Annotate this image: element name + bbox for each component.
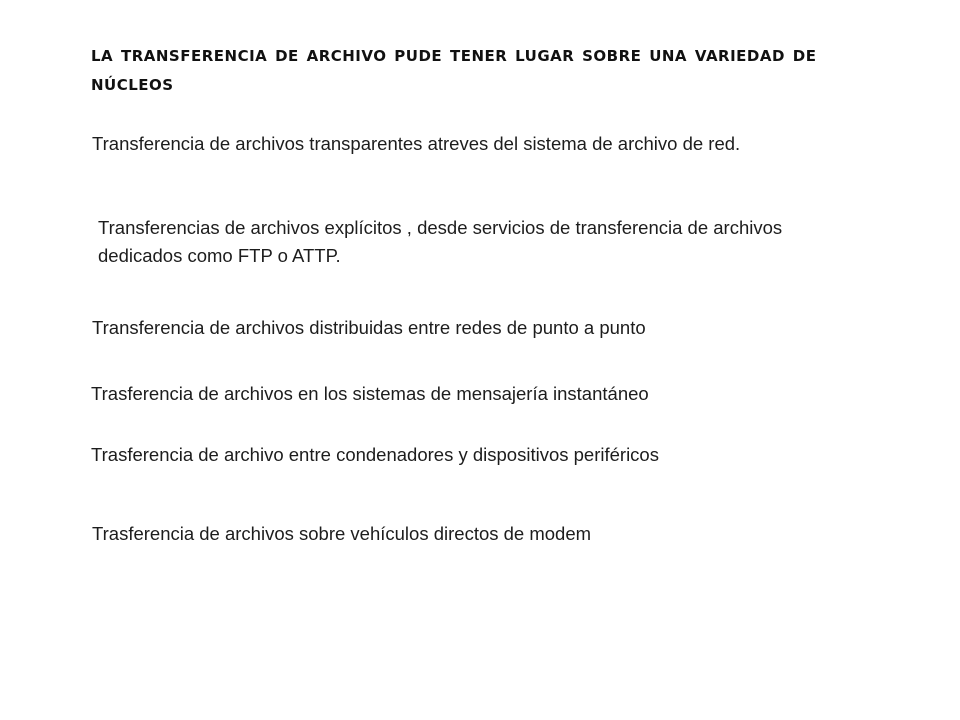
text-item-modem-transfer: Trasferencia de archivos sobre vehículos directos de modem — [92, 523, 592, 544]
text-item-instant-messaging: Trasferencia de archivos en los sistemas de mensajería instantáneo — [91, 383, 649, 404]
text-item-peripheral-devices: Trasferencia de archivo entre condenadores y dispositivos periféricos — [91, 444, 659, 465]
text-item-p2p-transfer: Transferencia de archivos distribuidas entre redes de punto a punto — [92, 317, 646, 338]
slide-title: la transferencia de archivo pude tener lugar sobre una variedad de núcleos — [91, 42, 817, 95]
text-item-explicit-transfer: Transferencias de archivos explícitos , desde servicios de transferencia de archivos dedicados como FTP o ATTP. — [98, 217, 783, 266]
text-item-network-file-system: Transferencia de archivos transparentes atreves del sistema de archivo de red. — [92, 133, 741, 154]
